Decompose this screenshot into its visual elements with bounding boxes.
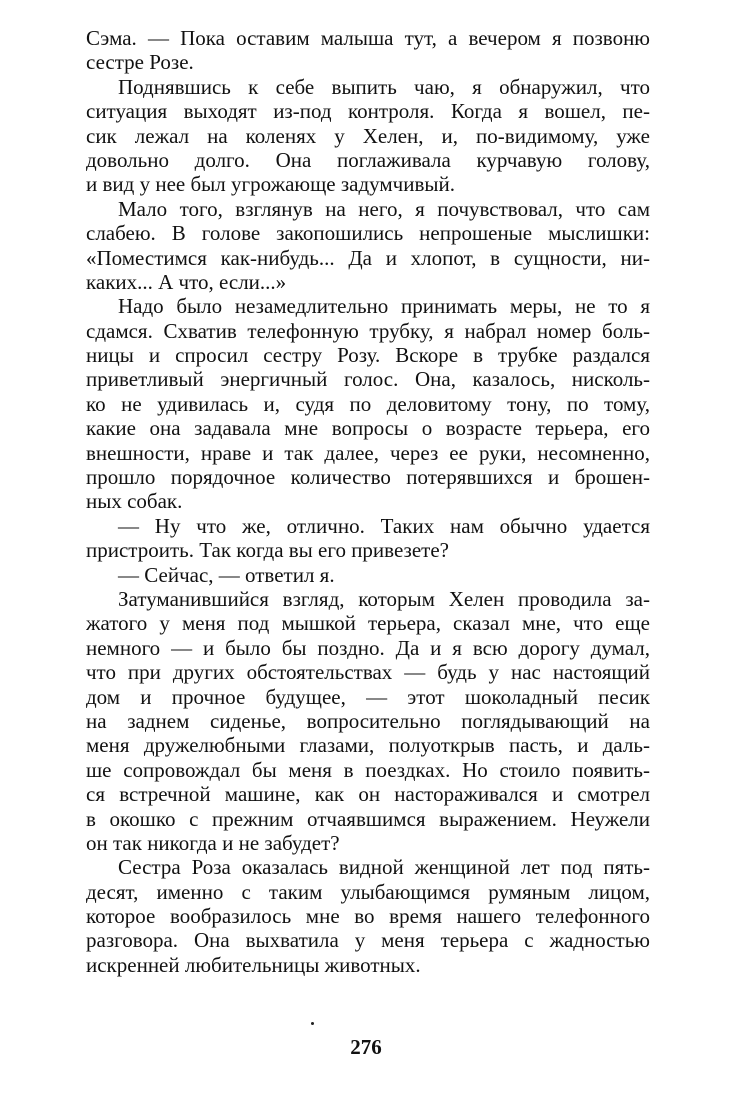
text-line: пристроить. Так когда вы его привезете? (86, 538, 449, 563)
text-line: и вид у нее был угрожающе задумчивый. (86, 172, 455, 197)
text-line: какие она задавала мне вопросы о возрасте терьера, его (86, 416, 650, 441)
text-line: сдамся. Схватив телефонную трубку, я набрал номер боль- (86, 318, 650, 343)
text-line: Мало того, взглянув на него, я почувствовал, что сам (118, 196, 650, 221)
text-line: Сэма. — Пока оставим малыша тут, а вечером я позвоню (86, 26, 650, 50)
text-line: меня дружелюбными глазами, полуоткрыв пасть, и даль- (86, 733, 650, 758)
text-line: ных собак. (86, 489, 183, 514)
text-line: в окошко с прежним отчаявшимся выражением. Неужели (86, 806, 650, 831)
text-line: дом и прочное будущее, — этот шоколадный песик (86, 684, 650, 709)
text-line: Поднявшись к себе выпить чаю, я обнаружил, что (118, 74, 650, 99)
text-line: — Сейчас, — ответил я. (118, 562, 335, 587)
text-line: приветливый энергичный голос. Она, казалось, нисколь- (86, 367, 650, 392)
text-line: довольно долго. Она поглаживала курчавую голову, (86, 147, 650, 172)
text-line: жатого у меня под мышкой терьера, сказал мне, что еще (86, 611, 650, 636)
text-line: ше сопровождал бы меня в поездках. Но стоило появить- (86, 757, 650, 782)
text-line: «Поместимся как-нибудь... Да и хлопот, в сущности, ни- (86, 245, 650, 270)
text-line: которое вообразилось мне во время нашего телефонного (86, 904, 650, 929)
text-line: сестре Розе. (86, 50, 194, 75)
text-line: ситуация выходят из-под контроля. Когда я вошел, пе- (86, 99, 650, 124)
print-speck (311, 1022, 314, 1025)
text-line: Затуманившийся взгляд, которым Хелен проводила за- (118, 586, 650, 611)
text-line: ницы и спросил сестру Розу. Вскоре в трубке раздался (86, 343, 650, 368)
text-line: немного — и было бы поздно. Да и я всю дорогу думал, (86, 635, 650, 660)
text-line: прошло порядочное количество потерявшихся и брошен- (86, 465, 650, 490)
text-line: внешности, нраве и так далее, через ее руки, несомненно, (86, 440, 650, 465)
page-number: 276 (350, 1035, 382, 1059)
text-line: разговора. Она выхватила у меня терьера с жадностью (86, 928, 650, 953)
text-line: ко не удивилась и, судя по деловитому тону, по тому, (86, 391, 650, 416)
text-line: ся встречной машине, как он настораживался и смотрел (86, 782, 650, 807)
text-line: Надо было незамедлительно принимать меры, не то я (118, 294, 650, 319)
text-line: — Ну что же, отлично. Таких нам обычно удается (118, 513, 650, 538)
text-line: на заднем сиденье, вопросительно поглядывающий на (86, 708, 650, 733)
text-line: искренней любительницы животных. (86, 952, 421, 977)
text-line: Сестра Роза оказалась видной женщиной лет под пять- (118, 855, 650, 880)
text-line: слабею. В голове закопошились непрошеные мыслишки: (86, 221, 650, 246)
text-line: сик лежал на коленях у Хелен, и, по-видимому, уже (86, 123, 650, 148)
text-line: десят, именно с таким улыбающимся румяным лицом, (86, 879, 650, 904)
text-line: что при других обстоятельствах — будь у нас настоящий (86, 660, 650, 685)
page-text-block (86, 26, 650, 977)
text-line: каких... А что, если...» (86, 269, 287, 294)
text-line: он так никогда и не забудет? (86, 830, 340, 855)
